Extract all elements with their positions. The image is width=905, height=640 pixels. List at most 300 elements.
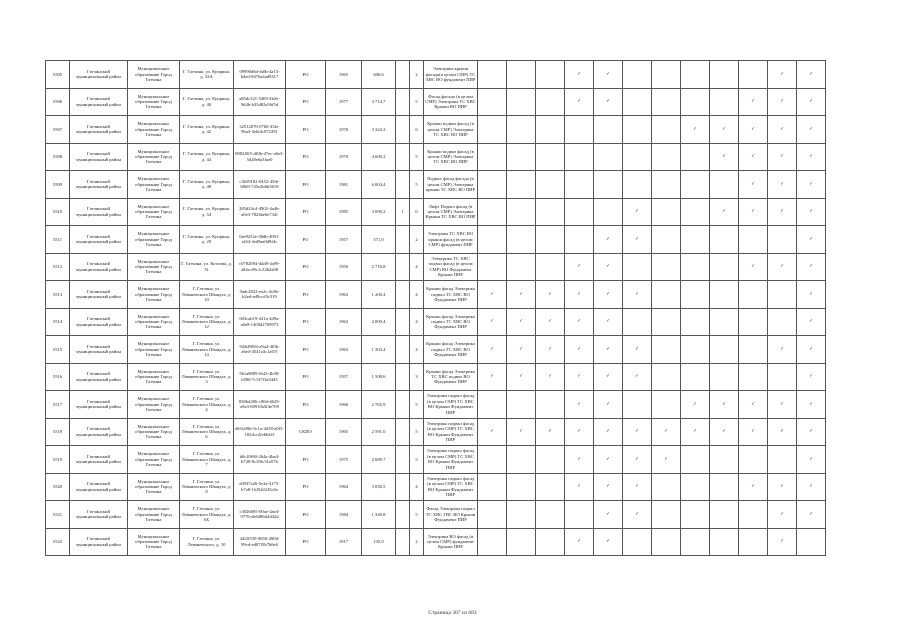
district-cell: Гатчинский муниципальный район [70, 61, 128, 89]
work-check-cell [507, 446, 536, 474]
guid-cell: c3026695-00ae-4ae4-9776-de6486d4d42d [234, 501, 286, 529]
work-check-cell [594, 473, 623, 501]
area-cell: 4 600,2 [362, 143, 396, 171]
fund-form-cell: РО [286, 116, 326, 144]
checkmark-icon: ✓ [635, 209, 639, 215]
work-check-cell [536, 143, 565, 171]
fund-form-cell: РО [286, 198, 326, 226]
guid-cell: c0782094-d4d9-4a99-a84a-d9c1c32b2a98 [234, 253, 286, 281]
work-check-cell [507, 418, 536, 446]
work-check-cell [681, 391, 710, 419]
year-cell: 1964 [326, 473, 362, 501]
work-check-cell [565, 391, 594, 419]
checkmark-icon: ✓ [606, 401, 610, 407]
work-types-cell: Лифт Подвал фасад (в целом СМР) Электрика Крыши ТС ХВС ВО ПИР [424, 198, 478, 226]
work-check-cell [710, 226, 739, 254]
address-cell: Г. Гатчина, ул. Леваневского, д. 10 [180, 528, 234, 556]
work-check-cell [478, 226, 507, 254]
checkmark-icon: ✓ [722, 154, 726, 160]
work-check-cell [710, 336, 739, 364]
checkmark-icon: ✓ [664, 456, 668, 462]
municipality-cell: Муниципальное образование Город Гатчина [128, 198, 180, 226]
guid-cell: 32512070-07b0-43fe-96a3-3ebf4c872291 [234, 116, 286, 144]
year-cell: 1957 [326, 363, 362, 391]
work-check-cell [594, 143, 623, 171]
checkmark-icon: ✓ [606, 346, 610, 352]
area-cell: 1 508,6 [362, 363, 396, 391]
checkmark-icon: ✓ [635, 291, 639, 297]
guid-cell: b8c20f60-264a-4ba4-b728-8c39fc51e07b [234, 446, 286, 474]
work-check-cell [507, 391, 536, 419]
checkmark-icon: ✓ [664, 429, 668, 435]
work-check-cell [565, 171, 594, 199]
checkmark-icon: ✓ [751, 484, 755, 490]
checkmark-icon: ✓ [635, 484, 639, 490]
work-check-cell [536, 391, 565, 419]
fund-form-cell: РО [286, 61, 326, 89]
work-check-cell [681, 363, 710, 391]
work-check-cell [739, 88, 768, 116]
checkmark-icon: ✓ [548, 374, 552, 380]
work-check-cell [739, 473, 768, 501]
work-check-cell [739, 446, 768, 474]
table-row [46, 253, 826, 281]
checkmark-icon: ✓ [577, 539, 581, 545]
work-check-cell [652, 446, 681, 474]
work-check-cell [536, 308, 565, 336]
work-check-cell [507, 226, 536, 254]
address-cell: Г. Гатчина, ул. Леваневского Шмидта, д. 6 [180, 418, 234, 446]
work-check-cell [739, 143, 768, 171]
work-check-cell [710, 253, 739, 281]
work-check-cell [536, 116, 565, 144]
municipality-cell: Муниципальное образование Город Гатчина [128, 281, 180, 309]
checkmark-icon: ✓ [809, 456, 813, 462]
work-check-cell [623, 226, 652, 254]
row-number: 5515 [46, 336, 70, 364]
work-check-cell [652, 528, 681, 556]
fund-form-cell: РО [286, 226, 326, 254]
work-types-cell: Крыши подвал фасад (в целом СМР) Электрика ТС ХВС ВО ПИР [424, 116, 478, 144]
work-check-cell [478, 446, 507, 474]
checkmark-icon: ✓ [519, 291, 523, 297]
checkmark-icon: ✓ [809, 401, 813, 407]
work-check-cell [478, 363, 507, 391]
work-check-cell [710, 446, 739, 474]
row-number: 5511 [46, 226, 70, 254]
municipality-cell: Муниципальное образование Город Гатчина [128, 171, 180, 199]
checkmark-icon: ✓ [722, 209, 726, 215]
area-cell: 3 030,5 [362, 473, 396, 501]
work-check-cell [623, 446, 652, 474]
work-check-cell [623, 418, 652, 446]
year-cell: 1977 [326, 88, 362, 116]
year-cell: 1966 [326, 391, 362, 419]
work-check-cell [623, 198, 652, 226]
checkmark-icon: ✓ [635, 429, 639, 435]
address-cell: Г. Гатчина, ул. Куприна, д. 29 [180, 226, 234, 254]
work-check-cell [681, 88, 710, 116]
register-table [45, 60, 826, 556]
works-count-cell: 5 [410, 143, 424, 171]
address-cell: Г. Гатчина, ул. Леваневского Шмидта, д. 3 [180, 363, 234, 391]
works-count-cell: 4 [410, 253, 424, 281]
page-footer: Страница 307 из 683 [428, 610, 477, 616]
work-check-cell [623, 391, 652, 419]
work-check-cell [623, 308, 652, 336]
row-number: 5506 [46, 88, 70, 116]
work-check-cell [739, 116, 768, 144]
work-check-cell [681, 143, 710, 171]
address-cell: Г. Гатчина, ул. Котлова, д. 31 [180, 253, 234, 281]
work-check-cell [681, 446, 710, 474]
checkmark-icon: ✓ [490, 291, 494, 297]
work-check-cell [623, 61, 652, 89]
work-check-cell [681, 198, 710, 226]
work-check-cell [710, 88, 739, 116]
work-check-cell [652, 116, 681, 144]
checkmark-icon: ✓ [519, 374, 523, 380]
row-number: 5522 [46, 528, 70, 556]
works-count-cell: 4 [410, 281, 424, 309]
checkmark-icon: ✓ [809, 154, 813, 160]
work-check-cell [768, 226, 797, 254]
guid-cell: 0882f0f5-df0b-47ec-a6e3-5d28e6a3fae0 [234, 143, 286, 171]
year-cell: 1950 [326, 253, 362, 281]
work-check-cell [594, 198, 623, 226]
checkmark-icon: ✓ [722, 401, 726, 407]
work-check-cell [739, 528, 768, 556]
works-count-cell: 2 [410, 226, 424, 254]
work-check-cell [594, 446, 623, 474]
checkmark-icon: ✓ [606, 71, 610, 77]
checkmark-icon: ✓ [809, 264, 813, 270]
district-cell: Гатчинский муниципальный район [70, 391, 128, 419]
checkmark-icon: ✓ [751, 401, 755, 407]
work-check-cell [565, 88, 594, 116]
work-check-cell [710, 501, 739, 529]
work-types-cell: Электрика подвал фасад (в целом СМР) ТС ХВС ВО Крыши Фундамент ПИР [424, 391, 478, 419]
address-cell: Г. Гатчина, ул. Леваневского Шмидта, д. 14 [180, 336, 234, 364]
table-row [46, 171, 826, 199]
checkmark-icon: ✓ [780, 484, 784, 490]
municipality-cell: Муниципальное образование Город Гатчина [128, 501, 180, 529]
work-check-cell [507, 501, 536, 529]
checkmark-icon: ✓ [606, 236, 610, 242]
work-check-cell [623, 363, 652, 391]
guid-cell: c3b59182-0452-45fb-b0b9-745e2b6b5618 [234, 171, 286, 199]
checkmark-icon: ✓ [577, 99, 581, 105]
work-check-cell [594, 253, 623, 281]
work-check-cell [565, 226, 594, 254]
work-check-cell [797, 336, 826, 364]
work-check-cell [768, 418, 797, 446]
municipality-cell: Муниципальное образование Город Гатчина [128, 418, 180, 446]
work-check-cell [652, 336, 681, 364]
checkmark-icon: ✓ [606, 99, 610, 105]
address-cell: Г. Гатчина, ул. Куприна, д. 48 [180, 171, 234, 199]
area-cell: 2 765,9 [362, 391, 396, 419]
work-check-cell [768, 336, 797, 364]
checkmark-icon: ✓ [635, 374, 639, 380]
work-check-cell [710, 391, 739, 419]
works-count-cell: 4 [410, 308, 424, 336]
fund-form-cell: РО [286, 391, 326, 419]
district-cell: Гатчинский муниципальный район [70, 336, 128, 364]
work-types-cell: Электрика ВО фасад (в целом СМР) фундамент Крыши ПИР [424, 528, 478, 556]
work-check-cell [797, 88, 826, 116]
row-number: 5507 [46, 116, 70, 144]
work-check-cell [739, 363, 768, 391]
guid-cell: e0937a26-5e2a-4175-b7e8-1fd52d245c6e [234, 473, 286, 501]
work-check-cell [507, 308, 536, 336]
table-row [46, 281, 826, 309]
table-row [46, 473, 826, 501]
fund-form-cell: РО [286, 446, 326, 474]
work-check-cell [710, 198, 739, 226]
work-check-cell [594, 281, 623, 309]
checkmark-icon: ✓ [809, 126, 813, 132]
work-check-cell [565, 116, 594, 144]
fund-form-cell: СКПО [286, 418, 326, 446]
checkmark-icon: ✓ [577, 346, 581, 352]
work-check-cell [536, 88, 565, 116]
work-check-cell [507, 528, 536, 556]
work-check-cell [681, 336, 710, 364]
checkmark-icon: ✓ [490, 319, 494, 325]
count-cell [396, 501, 410, 529]
work-check-cell [478, 171, 507, 199]
work-check-cell [478, 281, 507, 309]
work-check-cell [478, 143, 507, 171]
year-cell: 1957 [326, 226, 362, 254]
year-cell: 1917 [326, 528, 362, 556]
work-check-cell [710, 418, 739, 446]
work-check-cell [507, 88, 536, 116]
checkmark-icon: ✓ [809, 291, 813, 297]
works-count-cell: 5 [410, 171, 424, 199]
row-number: 5521 [46, 501, 70, 529]
work-check-cell [623, 143, 652, 171]
table-row [46, 363, 826, 391]
work-check-cell [739, 281, 768, 309]
work-check-cell [797, 501, 826, 529]
table-row [46, 143, 826, 171]
work-check-cell [768, 446, 797, 474]
district-cell: Гатчинский муниципальный район [70, 281, 128, 309]
works-count-cell: 0 [410, 198, 424, 226]
count-cell [396, 528, 410, 556]
checkmark-icon: ✓ [548, 319, 552, 325]
checkmark-icon: ✓ [809, 71, 813, 77]
count-cell [396, 363, 410, 391]
checkmark-icon: ✓ [606, 456, 610, 462]
table-row [46, 418, 826, 446]
work-check-cell [594, 418, 623, 446]
district-cell: Гатчинский муниципальный район [70, 226, 128, 254]
work-check-cell [681, 308, 710, 336]
checkmark-icon: ✓ [780, 264, 784, 270]
municipality-cell: Муниципальное образование Город Гатчина [128, 446, 180, 474]
work-check-cell [768, 198, 797, 226]
area-cell: 571,0 [362, 226, 396, 254]
count-cell [396, 61, 410, 89]
work-check-cell [710, 281, 739, 309]
work-check-cell [710, 61, 739, 89]
checkmark-icon: ✓ [490, 346, 494, 352]
checkmark-icon: ✓ [577, 264, 581, 270]
work-check-cell [478, 308, 507, 336]
work-types-cell: Электрика крыши фасада(в целом СМР) ТС ХВС ВО фундамент ПИР [424, 61, 478, 89]
checkmark-icon: ✓ [577, 401, 581, 407]
municipality-cell: Муниципальное образование Город Гатчина [128, 61, 180, 89]
checkmark-icon: ✓ [780, 401, 784, 407]
district-cell: Гатчинский муниципальный район [70, 198, 128, 226]
row-number: 5520 [46, 473, 70, 501]
count-cell [396, 253, 410, 281]
year-cell: 1965 [326, 61, 362, 89]
checkmark-icon: ✓ [751, 99, 755, 105]
row-number: 5518 [46, 418, 70, 446]
work-check-cell [739, 61, 768, 89]
work-check-cell [536, 253, 565, 281]
fund-form-cell: РО [286, 253, 326, 281]
work-check-cell [710, 171, 739, 199]
count-cell [396, 308, 410, 336]
area-cell: 1 349,8 [362, 501, 396, 529]
works-count-cell: 6 [410, 116, 424, 144]
work-check-cell [507, 363, 536, 391]
count-cell [396, 226, 410, 254]
checkmark-icon: ✓ [809, 209, 813, 215]
checkmark-icon: ✓ [548, 346, 552, 352]
address-cell: Г. Гатчина, ул. Куприна, д. 44 [180, 143, 234, 171]
district-cell: Гатчинский муниципальный район [70, 253, 128, 281]
work-check-cell [536, 61, 565, 89]
checkmark-icon: ✓ [780, 429, 784, 435]
work-check-cell [739, 391, 768, 419]
work-check-cell [594, 88, 623, 116]
checkmark-icon: ✓ [809, 374, 813, 380]
checkmark-icon: ✓ [780, 181, 784, 187]
count-cell [396, 418, 410, 446]
work-check-cell [623, 171, 652, 199]
work-check-cell [681, 226, 710, 254]
district-cell: Гатчинский муниципальный район [70, 308, 128, 336]
checkmark-icon: ✓ [519, 429, 523, 435]
table-row [46, 528, 826, 556]
works-count-cell: 4 [410, 336, 424, 364]
work-check-cell [536, 446, 565, 474]
area-cell: 3 714,7 [362, 88, 396, 116]
work-check-cell [681, 473, 710, 501]
work-check-cell [710, 528, 739, 556]
work-check-cell [739, 198, 768, 226]
work-types-cell: Подвал фасад фасада (в целом СМР) Электрика крыши ТС ХВС ВО ПИР [424, 171, 478, 199]
count-cell [396, 446, 410, 474]
area-cell: 2 716,8 [362, 253, 396, 281]
checkmark-icon: ✓ [577, 456, 581, 462]
work-check-cell [478, 198, 507, 226]
work-check-cell [797, 226, 826, 254]
guid-cell: 0ae9252e-38db-4091-af44-4ed9aa0d9f4c [234, 226, 286, 254]
work-check-cell [478, 528, 507, 556]
checkmark-icon: ✓ [809, 319, 813, 325]
work-types-cell: Электрика подвал фасад (в целом СМР) ТС ХВС ВО Крыши Фундамент ПИР [424, 446, 478, 474]
municipality-cell: Муниципальное образование Город Гатчина [128, 308, 180, 336]
year-cell: 1965 [326, 418, 362, 446]
district-cell: Гатчинский муниципальный район [70, 446, 128, 474]
guid-cell: a85dc321-5469-4b2e-9d4b-b33d82a56f5d [234, 88, 286, 116]
work-check-cell [565, 528, 594, 556]
checkmark-icon: ✓ [809, 429, 813, 435]
work-types-cell: Крыши фасад Электрика подвал ТС ХВС ВО Фундамент ПИР [424, 308, 478, 336]
work-check-cell [739, 501, 768, 529]
work-check-cell [768, 391, 797, 419]
count-cell [396, 116, 410, 144]
checkmark-icon: ✓ [519, 346, 523, 352]
district-cell: Гатчинский муниципальный район [70, 363, 128, 391]
checkmark-icon: ✓ [809, 236, 813, 242]
year-cell: 1975 [326, 446, 362, 474]
count-cell [396, 88, 410, 116]
work-check-cell [507, 336, 536, 364]
checkmark-icon: ✓ [751, 126, 755, 132]
guid-cell: 92dd5694-a9a4-4f0b-a6e3-4541a3c1a67f [234, 336, 286, 364]
register-body [46, 61, 826, 556]
checkmark-icon: ✓ [606, 319, 610, 325]
guid-cell: 09990d6d-fa0b-4a13-b4ed-8476a4ad9417 [234, 61, 286, 89]
municipality-cell: Муниципальное образование Город Гатчина [128, 391, 180, 419]
work-check-cell [652, 501, 681, 529]
work-check-cell [478, 391, 507, 419]
work-check-cell [797, 446, 826, 474]
work-check-cell [594, 171, 623, 199]
address-cell: Г. Гатчина, ул. Леваневского Шмидта, д. 4 [180, 391, 234, 419]
work-check-cell [594, 226, 623, 254]
row-number: 5512 [46, 253, 70, 281]
work-check-cell [565, 363, 594, 391]
work-check-cell [478, 473, 507, 501]
work-check-cell [565, 501, 594, 529]
work-types-cell: Крыши фасад Электрика подвал ТС ХВС ВО Фундамент ПИР [424, 336, 478, 364]
works-count-cell: 5 [410, 501, 424, 529]
work-check-cell [594, 336, 623, 364]
work-types-cell: Крыши фасад Электрика подвал ТС ХВС ВО Фундамент ПИР [424, 281, 478, 309]
table-row [46, 336, 826, 364]
work-check-cell [710, 363, 739, 391]
work-check-cell [681, 501, 710, 529]
work-check-cell [507, 198, 536, 226]
municipality-cell: Муниципальное образование Город Гатчина [128, 253, 180, 281]
address-cell: Г. Гатчина, ул. Леваневского Шмидта, д. 10 [180, 281, 234, 309]
guid-cell: 830bd206-c90d-4629-a9a3-60910a5f4e709 [234, 391, 286, 419]
checkmark-icon: ✓ [490, 374, 494, 380]
municipality-cell: Муниципальное образование Город Гатчина [128, 336, 180, 364]
work-check-cell [652, 418, 681, 446]
work-check-cell [536, 281, 565, 309]
checkmark-icon: ✓ [693, 126, 697, 132]
work-check-cell [768, 501, 797, 529]
work-check-cell [478, 253, 507, 281]
table-row [46, 446, 826, 474]
count-cell [396, 143, 410, 171]
work-check-cell [565, 143, 594, 171]
work-check-cell [797, 418, 826, 446]
checkmark-icon: ✓ [577, 71, 581, 77]
fund-form-cell: РО [286, 363, 326, 391]
work-check-cell [565, 446, 594, 474]
